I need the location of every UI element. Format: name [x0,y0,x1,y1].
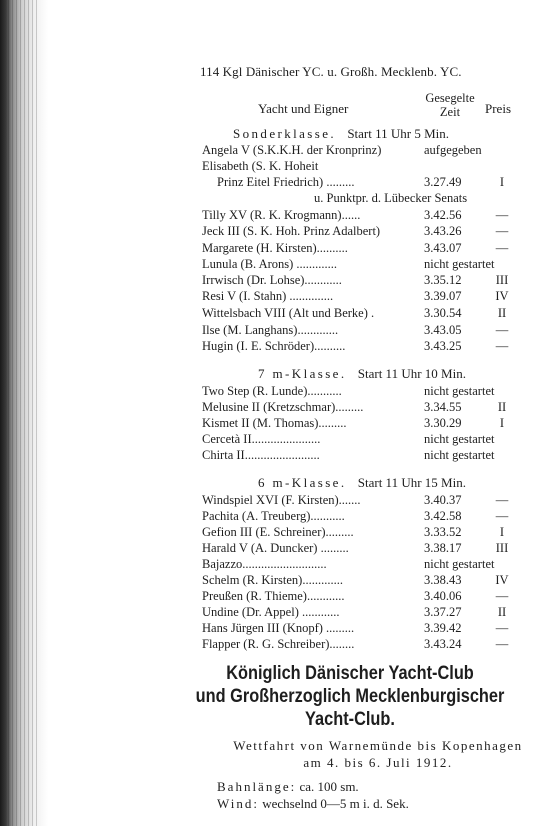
entry-time: 3.34.55 [424,400,462,414]
entry-name: Schelm (R. Kirsten)............. [202,573,343,587]
entry-time: nicht gestartet [424,257,495,271]
entry-name: Pachita (A. Treuberg)........... [202,509,345,523]
entry-name: Bajazzo........................... [202,557,327,571]
column-header-yacht: Yacht und Eigner [258,101,349,116]
entry-time: nicht gestartet [424,448,495,462]
entry-prize: — [495,208,509,222]
entry-time: 3.27.49 [424,175,462,189]
entry-time: 3.39.07 [424,289,462,303]
club-title-line3: Yacht-Club. [305,709,395,730]
wind-value: wechselnd 0—5 m i. d. Sek. [262,796,409,811]
entry-name: Angela V (S.K.K.H. der Kronprinz) [202,143,382,157]
entry-time: 3.42.56 [424,208,462,222]
race-description-line1: Wettfahrt von Warnemünde bis Kopenhagen [233,738,523,753]
start-time: Start 11 Uhr 15 Min. [357,475,466,490]
entry-name: Jeck III (S. K. Hoh. Prinz Adalbert) [202,224,381,238]
section-heading-6m-klasse [258,474,466,491]
entry-time: 3.30.54 [424,306,462,320]
entry-prize: I [499,175,505,189]
column-header-time [414,91,486,119]
course-length [217,779,359,795]
entry-prize: — [495,241,509,255]
entry-time: 3.35.12 [424,273,462,287]
entry-prize: — [495,621,509,635]
entry-prize: — [495,637,509,651]
entry-name: Melusine II (Kretzschmar)......... [202,400,364,414]
club-title-line1: Königlich Dänischer Yacht-Club [226,663,474,684]
section-heading-7m-klasse [258,365,466,382]
entry-prize: I [499,525,505,539]
running-head: 114 Kgl Dänischer YC. u. Großh. Mecklenb. YC. [200,64,462,79]
entry-name: Hans Jürgen III (Knopf) ......... [202,621,355,635]
column-header-time-line2: Zeit [439,105,461,119]
entry-time: 3.43.26 [424,224,462,238]
entry-prize: — [495,509,509,523]
race-description-line2: am 4. bis 6. Juli 1912. [303,755,453,770]
class-name: 7 m-Klasse. [258,366,347,381]
entry-time: 3.43.24 [424,637,462,651]
entry-name: Irrwisch (Dr. Lohse)............ [202,273,342,287]
course-length-value: ca. 100 sm. [299,779,359,794]
entry-time: 3.43.05 [424,323,462,337]
club-title-line2: und Großherzoglich Mecklenburgischer [195,686,505,707]
entry-prize: — [495,493,509,507]
entry-prize: — [495,339,509,353]
entry-name: Preußen (R. Thieme)............ [202,589,345,603]
entry-time: 3.38.43 [424,573,462,587]
club-title [169,662,530,731]
entry-time: nicht gestartet [424,384,495,398]
entry-name: Elisabeth (S. K. Hoheit [202,159,319,173]
entry-time: aufgegeben [424,143,482,157]
column-header-prize: Preis [485,101,511,116]
entry-time: nicht gestartet [424,557,495,571]
entry-name: Prinz Eitel Friedrich) ......... [217,175,355,189]
entry-prize: II [497,306,507,320]
entry-time: 3.37.27 [424,605,462,619]
entry-name: Kismet II (M. Thomas)......... [202,416,347,430]
entry-prize: II [497,605,507,619]
entry-time: 3.33.52 [424,525,462,539]
entry-prize: III [495,273,509,287]
entry-time: 3.38.17 [424,541,462,555]
entry-name: Tilly XV (R. K. Krogmann)...... [202,208,361,222]
entry-prize: — [495,589,509,603]
entry-time: nicht gestartet [424,432,495,446]
entry-time: 3.40.37 [424,493,462,507]
entry-prize: IV [495,573,509,587]
entry-prize: II [497,400,507,414]
entry-name: Windspiel XVI (F. Kirsten)....... [202,493,361,507]
entry-name: Gefion III (E. Schreiner)......... [202,525,354,539]
entry-prize: I [499,416,505,430]
entry-name: Chirta II........................ [202,448,320,462]
entry-prize: — [495,323,509,337]
entry-prize: III [495,541,509,555]
entry-prize: — [495,224,509,238]
entry-name: Wittelsbach VIII (Alt und Berke) . [202,306,375,320]
section-heading-sonderklasse [233,125,449,142]
entry-name: Resi V (I. Stahn) .............. [202,289,334,303]
wind-label: Wind: [217,796,259,811]
entry-time: 3.43.25 [424,339,462,353]
entry-time: 3.42.58 [424,509,462,523]
entry-name: Undine (Dr. Appel) ............ [202,605,340,619]
entry-name: Margarete (H. Kirsten).......... [202,241,348,255]
entry-name: Lunula (B. Arons) ............. [202,257,338,271]
wind-info [217,796,409,812]
column-header-time-line1: Gesegelte [425,91,475,105]
entry-time: u. Punktpr. d. Lübecker Senats [314,191,468,205]
class-name: Sonderklasse. [233,126,337,141]
entry-time: 3.30.29 [424,416,462,430]
start-time: Start 11 Uhr 10 Min. [357,366,466,381]
entry-time: 3.40.06 [424,589,462,603]
start-time: Start 11 Uhr 5 Min. [347,126,450,141]
entry-prize: IV [495,289,509,303]
entry-name: Two Step (R. Lunde)........... [202,384,342,398]
class-name: 6 m-Klasse. [258,475,347,490]
entry-name: Flapper (R. G. Schreiber)........ [202,637,355,651]
course-length-label: Bahnlänge: [217,779,297,794]
entry-name: Ilse (M. Langhans)............. [202,323,339,337]
entry-time: 3.43.07 [424,241,462,255]
entry-name: Cercetà II...................... [202,432,321,446]
entry-name: Hugin (I. E. Schröder).......... [202,339,346,353]
entry-name: Harald V (A. Duncker) ......... [202,541,349,555]
entry-time: 3.39.42 [424,621,462,635]
